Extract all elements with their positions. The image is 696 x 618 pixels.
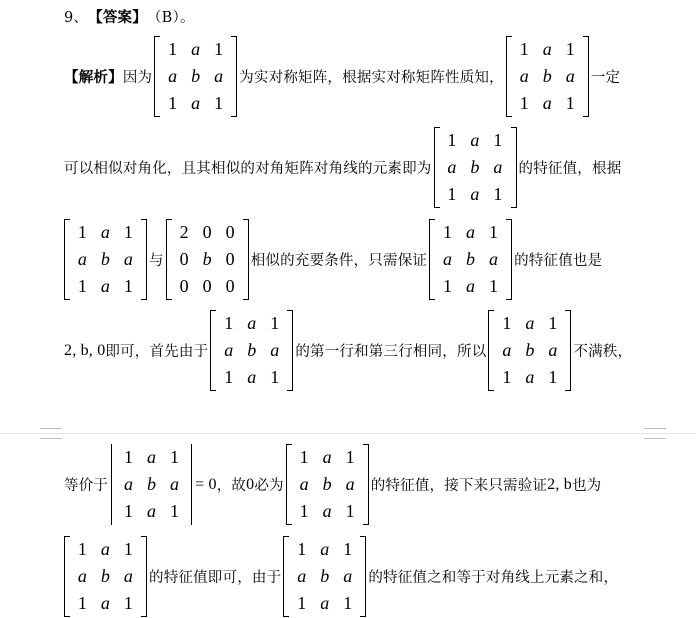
equals-zero: = 0 — [195, 475, 217, 493]
matrix-cell: b — [470, 157, 480, 177]
matrix-a — [210, 310, 293, 391]
matrix-cell: a — [322, 447, 332, 467]
matrix-cell: b — [191, 66, 201, 86]
matrix-cell: 1 — [123, 276, 134, 296]
matrix-cell: b — [322, 474, 332, 494]
matrix-cell: a — [100, 593, 111, 613]
matrix-cell: 0 — [225, 276, 235, 296]
matrix-cell: a — [525, 367, 535, 387]
matrix-cell: a — [77, 566, 88, 586]
matrix-cell: a — [470, 130, 480, 150]
matrix-cell: 1 — [124, 447, 134, 467]
matrix-cell: a — [123, 566, 134, 586]
text-segment: 的特征值，根据 — [518, 161, 622, 177]
matrix-cell: 1 — [443, 276, 453, 296]
matrix-cell: 1 — [519, 39, 529, 59]
matrix-a — [154, 36, 237, 117]
text-segment: 的第一行和第三行相同，所以 — [295, 344, 487, 360]
matrix-cell: a — [191, 39, 201, 59]
matrix-cell: a — [247, 313, 257, 333]
matrix-cell: a — [345, 474, 355, 494]
matrix-cell: 1 — [77, 222, 88, 242]
matrix-a — [506, 36, 589, 117]
matrix-cell: 1 — [168, 39, 178, 59]
matrix-a — [488, 310, 571, 391]
matrix-cell: 1 — [123, 593, 134, 613]
matrix-cell: 1 — [224, 367, 234, 387]
matrix-cell: 1 — [345, 501, 355, 521]
matrix-cell: 1 — [493, 184, 503, 204]
text-segment: 因为 — [122, 70, 153, 86]
page-corner-mark-left — [40, 428, 62, 439]
matrix-cell: 0 — [225, 249, 235, 269]
matrix-a — [64, 536, 147, 617]
matrix-a — [283, 536, 366, 617]
matrix-a — [64, 219, 147, 300]
matrix-cell: 0 — [179, 276, 189, 296]
matrix-cell: b — [320, 566, 330, 586]
matrix-cell: 1 — [224, 313, 234, 333]
matrix-cell: a — [542, 39, 552, 59]
answer-number: 9、 — [64, 9, 89, 26]
matrix-cell: a — [124, 474, 134, 494]
matrix-cell: a — [443, 249, 453, 269]
matrix-cell: a — [548, 340, 558, 360]
matrix-a — [429, 219, 512, 300]
matrix-cell: a — [493, 157, 503, 177]
matrix-cell: a — [168, 66, 178, 86]
matrix-cell: a — [519, 66, 529, 86]
matrix-cell: a — [147, 447, 157, 467]
matrix-cell: a — [247, 367, 257, 387]
matrix-a — [286, 444, 369, 525]
matrix-cell: 1 — [170, 501, 180, 521]
matrix-cell: 1 — [124, 501, 134, 521]
matrix-cell: a — [191, 93, 201, 113]
matrix-cell: b — [147, 474, 157, 494]
matrix-cell: a — [525, 313, 535, 333]
matrix-cell: a — [224, 340, 234, 360]
matrix-cell: a — [343, 566, 353, 586]
matrix-cell: 1 — [214, 93, 224, 113]
matrix-cell: 1 — [214, 39, 224, 59]
matrix-cell: a — [214, 66, 224, 86]
analysis-label: 【解析】 — [64, 69, 123, 86]
matrix-cell: 1 — [77, 539, 88, 559]
matrix-cell: a — [447, 157, 457, 177]
matrix-cell: 1 — [502, 367, 512, 387]
matrix-cell: 1 — [343, 539, 353, 559]
matrix-cell: a — [123, 249, 134, 269]
matrix-cell: 0 — [225, 222, 235, 242]
matrix-cell: 1 — [297, 593, 307, 613]
matrix-cell: a — [489, 249, 499, 269]
matrix-cell: 1 — [447, 130, 457, 150]
matrix-cell: b — [542, 66, 552, 86]
matrix-cell: a — [100, 222, 111, 242]
matrix-cell: 0 — [202, 222, 212, 242]
matrix-cell: b — [202, 249, 212, 269]
matrix-cell: a — [466, 222, 476, 242]
text-segment: ，故 — [216, 478, 247, 494]
eigenvalue-list: 2, b, 0 — [64, 341, 106, 359]
matrix-cell: b — [100, 249, 111, 269]
text-segment: 的特征值，接下来只需验证 — [370, 478, 548, 494]
matrix-cell: a — [466, 276, 476, 296]
matrix-cell: a — [299, 474, 309, 494]
text-segment: 的特征值即可，由于 — [149, 570, 282, 586]
matrix-cell: a — [470, 184, 480, 204]
matrix-cell: 1 — [77, 276, 88, 296]
matrix-cell: 1 — [565, 93, 575, 113]
matrix-cell: a — [322, 501, 332, 521]
text-segment: 一定 — [590, 70, 621, 86]
text-segment: 为实对称矩阵，根据实对称矩阵性质知， — [239, 70, 504, 86]
text-segment: 与 — [149, 253, 164, 269]
matrix-cell: a — [270, 340, 280, 360]
text-segment: 等价于 — [64, 478, 109, 494]
matrix-cell: 1 — [297, 539, 307, 559]
determinant-a — [110, 444, 193, 525]
matrix-cell: a — [320, 593, 330, 613]
matrix-cell: 1 — [519, 93, 529, 113]
matrix-cell: 1 — [565, 39, 575, 59]
matrix-cell: 0 — [179, 249, 189, 269]
matrix-cell: a — [297, 566, 307, 586]
matrix-cell: b — [100, 566, 111, 586]
page-corner-mark-right — [644, 428, 666, 439]
matrix-cell: 1 — [299, 501, 309, 521]
matrix-cell: 1 — [489, 276, 499, 296]
matrix-cell: 1 — [443, 222, 453, 242]
matrix-cell: 1 — [270, 313, 280, 333]
text-segment: 的特征值之和等于对角线上元素之和， — [368, 570, 619, 586]
answer-value: （B）。 — [146, 9, 195, 26]
matrix-cell: 1 — [123, 539, 134, 559]
matrix-cell: a — [100, 276, 111, 296]
matrix-cell: 1 — [270, 367, 280, 387]
matrix-cell: a — [320, 539, 330, 559]
matrix-cell: b — [247, 340, 257, 360]
matrix-cell: 1 — [343, 593, 353, 613]
matrix-cell: 1 — [493, 130, 503, 150]
matrix-cell: a — [147, 501, 157, 521]
answer-label: 【答案】 — [88, 8, 147, 26]
matrix-cell: 2 — [179, 222, 189, 242]
matrix-cell: b — [466, 249, 476, 269]
matrix-cell: 1 — [77, 593, 88, 613]
matrix-cell: 1 — [170, 447, 180, 467]
matrix-cell: b — [525, 340, 535, 360]
text-segment: 可以相似对角化，且其相似的对角矩阵对角线的元素即为 — [64, 161, 432, 177]
matrix-cell: 0 — [202, 276, 212, 296]
matrix-a — [434, 127, 517, 208]
text-segment: 即可，首先由于 — [105, 344, 209, 360]
matrix-cell: a — [502, 340, 512, 360]
eigenvalue-pair: 2, b — [547, 475, 572, 493]
text-segment: 的特征值也是 — [514, 253, 603, 269]
matrix-cell: 1 — [168, 93, 178, 113]
matrix-diagonal — [166, 219, 249, 300]
matrix-cell: a — [77, 249, 88, 269]
matrix-cell: 1 — [299, 447, 309, 467]
matrix-cell: 1 — [345, 447, 355, 467]
matrix-cell: a — [170, 474, 180, 494]
text-segment: 必为 — [254, 478, 284, 494]
matrix-cell: 1 — [123, 222, 134, 242]
matrix-cell: 1 — [447, 184, 457, 204]
matrix-cell: 1 — [489, 222, 499, 242]
matrix-cell: 1 — [548, 367, 558, 387]
text-segment: 相似的充要条件，只需保证 — [250, 253, 428, 269]
matrix-cell: 1 — [548, 313, 558, 333]
matrix-cell: a — [542, 93, 552, 113]
matrix-cell: 1 — [502, 313, 512, 333]
matrix-cell: a — [100, 539, 111, 559]
text-segment: 不满秩， — [573, 344, 633, 360]
page-break-line — [0, 433, 696, 434]
text-segment: 也为 — [571, 478, 602, 494]
matrix-cell: a — [565, 66, 575, 86]
zero-value: 0 — [246, 475, 255, 493]
